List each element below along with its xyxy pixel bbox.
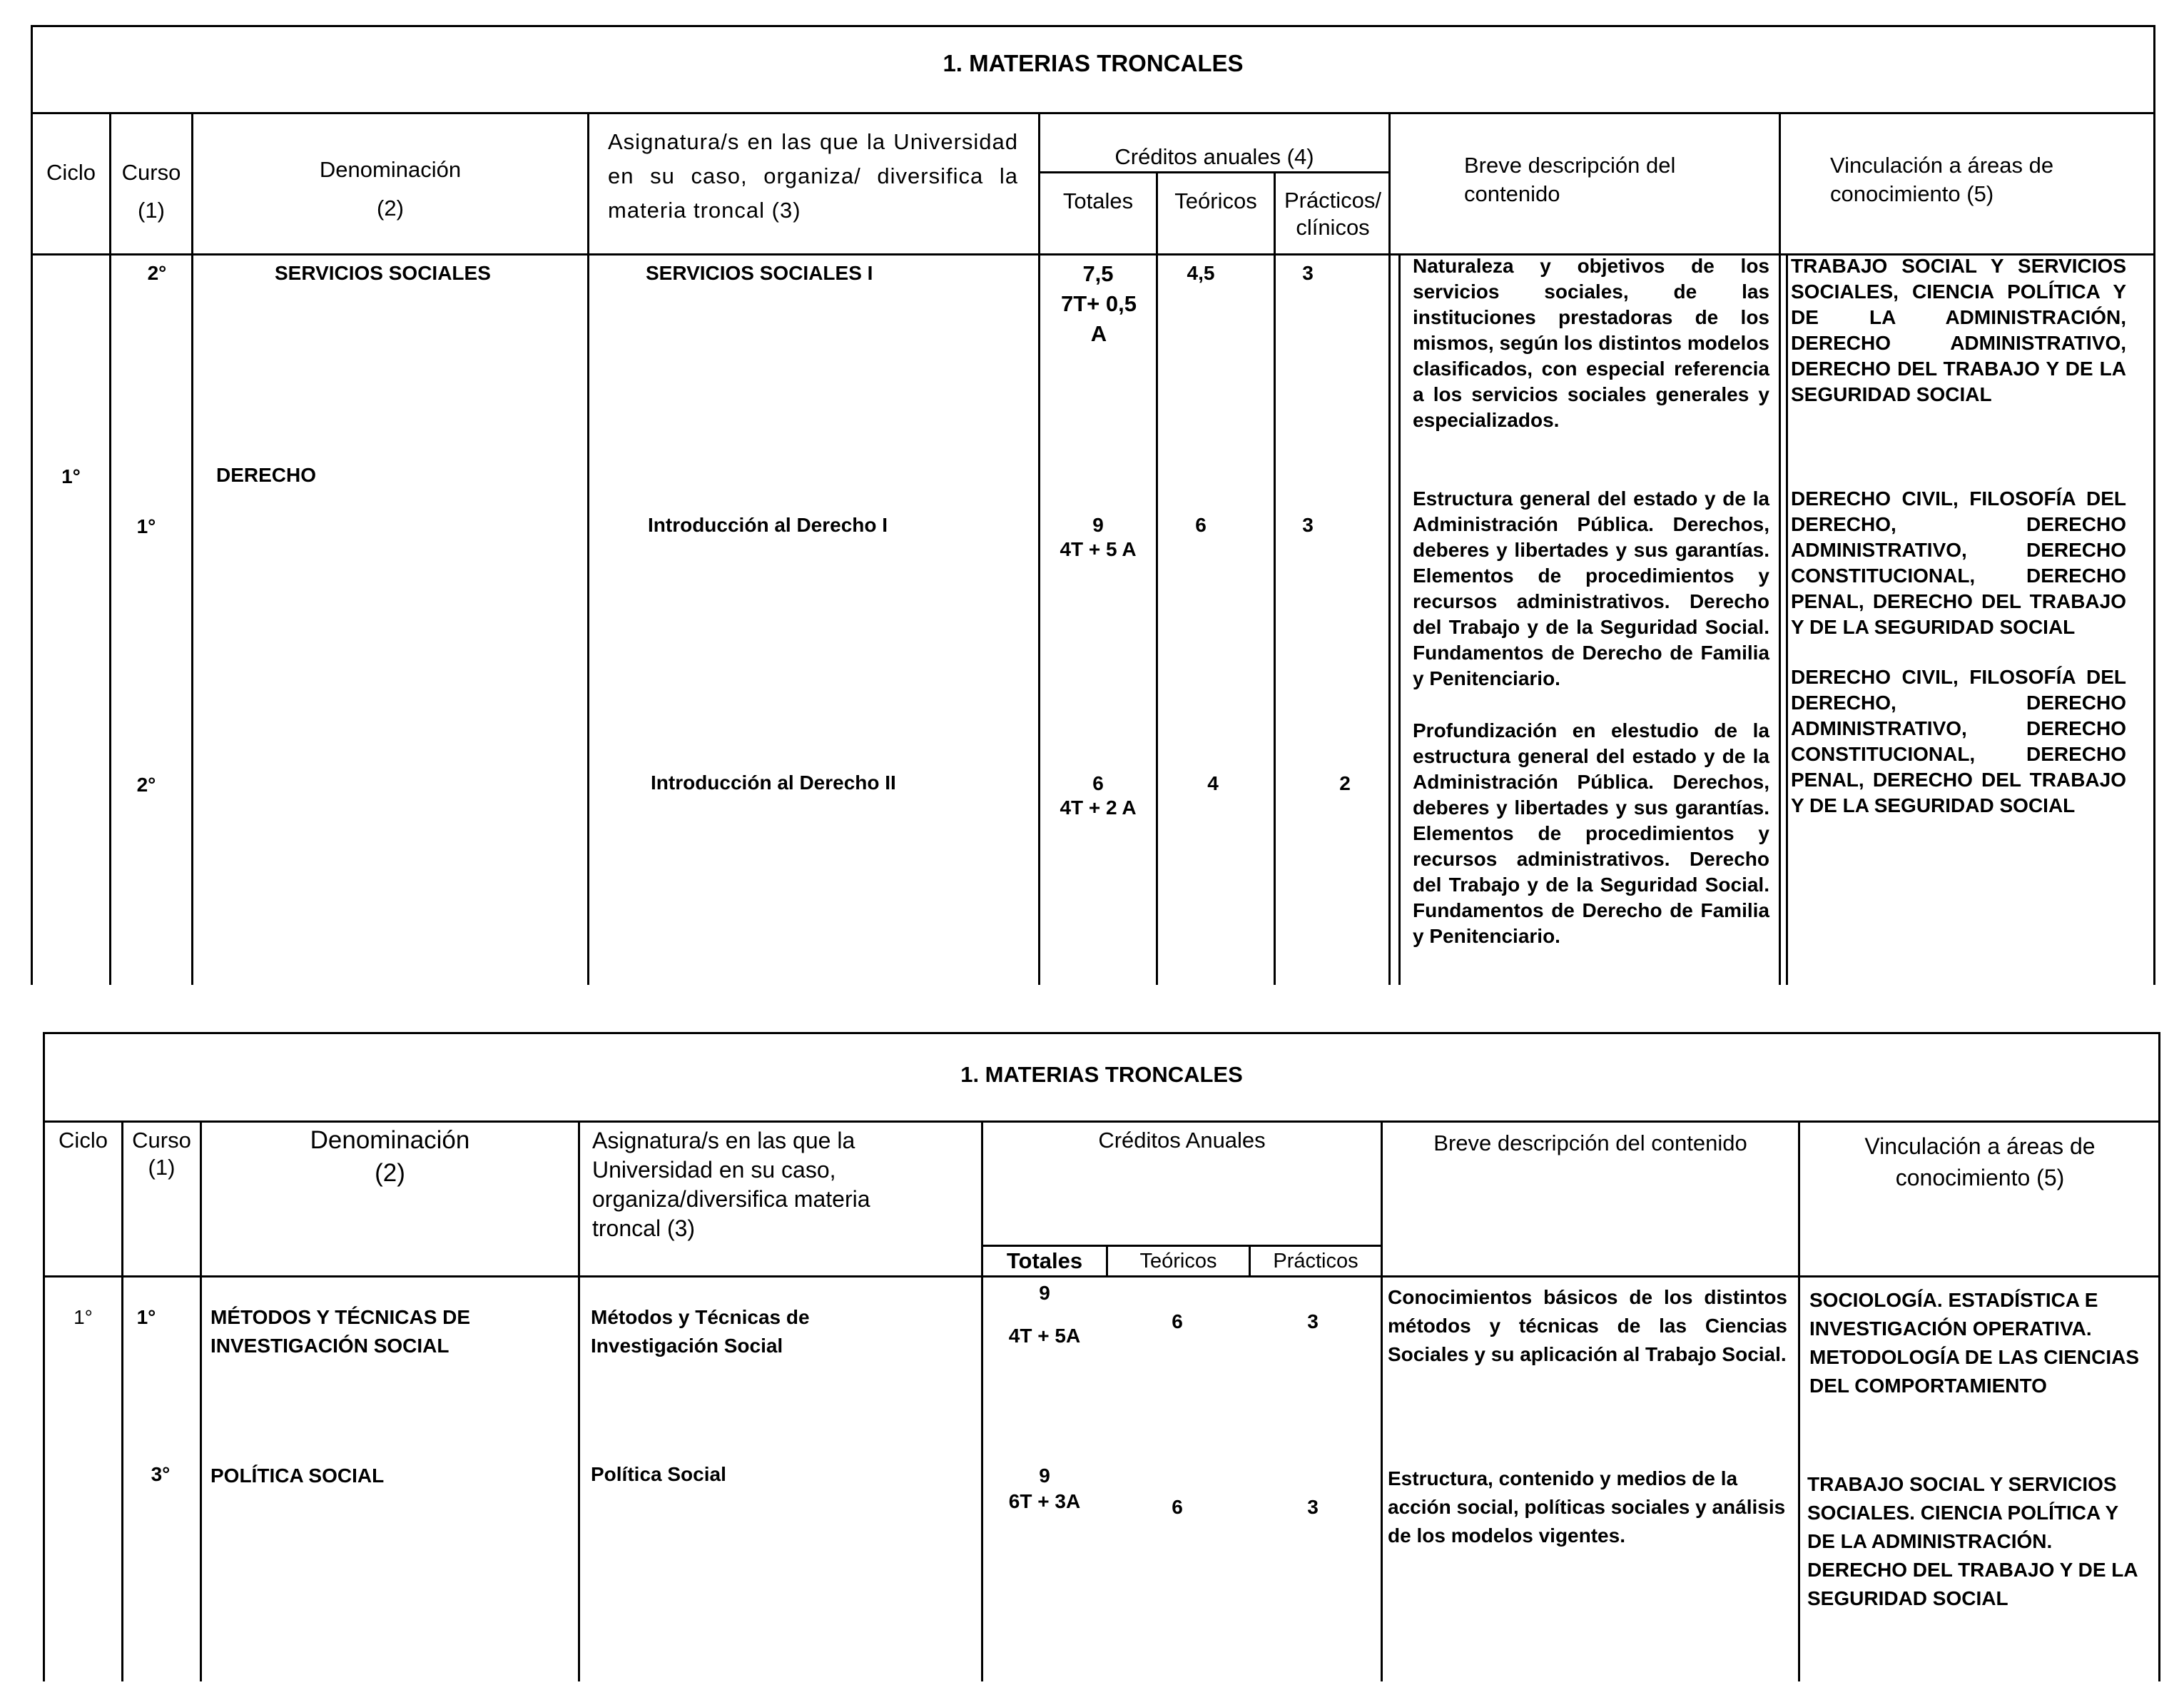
cell-teoricos: 4 [1207,772,1219,794]
cell-descripcion: Profundización en elestudio de la estructura general del estado y de la Administración Pública. Derechos, deberes y libertades y sus garantías. Elementos de procedimientos y recursos administrativos. Derecho del Trabajo y de la Seguridad Social. Fundamentos de Derecho de Familia y Penitenciario. [1413,719,1769,947]
cell-totales-detail: 4T + 5A [1008,1325,1081,1347]
table1-title-border [31,112,2155,114]
cell-vinculacion: DERECHO CIVIL, FILOSOFÍA DEL DERECHO, DERECHO ADMINISTRATIVO, DERECHO CONSTITUCIONAL, DERECHO PENAL, DERECHO DEL TRABAJO Y DE LA SEGURIDAD SOCIAL [1791,487,2126,638]
header-curso: Curso [132,1128,191,1153]
cell-denominacion: POLÍTICA SOCIAL [210,1464,385,1487]
cell-denominacion: DERECHO [216,464,317,486]
table2-right-border [2158,1032,2160,1681]
table2-col-divider [1381,1120,1383,1681]
cell-descripcion: Estructura general del estado y de la Administración Pública. Derechos, deberes y libertades y sus garantías. Elementos de procedimientos y recursos administrativos. Derecho del Trabajo y de la Seguridad Social. Fundamentos de Derecho de Familia y Penitenciario. [1413,487,1769,689]
cell-descripcion: Conocimientos básicos de los distintos métodos y técnicas de las Ciencias Sociales y su aplicación al Trabajo Social. [1388,1286,1787,1365]
cell-asignatura: SERVICIOS SOCIALES I [646,262,873,284]
header-vinculacion: Vinculación a áreas de conocimiento (5) [1830,153,2054,206]
header-teoricos: Teóricos [1174,188,1257,213]
cell-asignatura: Introducción al Derecho II [651,771,896,794]
cell-curso: 1° [136,1306,156,1328]
table-title: 1. MATERIAS TRONCALES [960,1062,1243,1087]
cell-totales: 7,5 [1082,261,1114,286]
cell-descripcion: Naturaleza y objetivos de los servicios sociales, de las instituciones prestadoras de los mismos, según los distintos modelos clasificados, con especial referencia a los servicios sociales generales y especializados. [1413,255,1769,431]
cell-asignatura: Introducción al Derecho I [648,514,888,536]
cell-ciclo: 1° [61,465,81,487]
header-denominacion: Denominación [319,157,462,182]
table1-col-divider [1274,171,1276,985]
table2-header-border [43,1275,2160,1278]
cell-vinculacion: DERECHO CIVIL, FILOSOFÍA DEL DERECHO, DERECHO ADMINISTRATIVO, DERECHO CONSTITUCIONAL, DERECHO PENAL, DERECHO DEL TRABAJO Y DE LA SEGURIDAD SOCIAL [1791,666,2126,816]
header-denominacion-note: (2) [377,196,404,221]
cell-curso: 1° [136,515,156,537]
cell-curso: 2° [147,262,167,284]
cell-teoricos: 6 [1195,514,1207,536]
cell-vinculacion: TRABAJO SOCIAL Y SERVICIOS SOCIALES. CIENCIA POLÍTICA Y DE LA ADMINISTRACIÓN. DERECHO DEL TRABAJO Y DE LA SEGURIDAD SOCIAL [1807,1473,2138,1609]
table-title: 1. MATERIAS TRONCALES [943,50,1244,76]
header-descripcion: Breve descripción del contenido [1433,1130,1747,1155]
table1-col-divider [1779,112,1781,985]
cell-totales-detail: 4T + 5 A [1060,538,1137,560]
table2-title-border [43,1120,2160,1123]
header-denominacion: Denominación [310,1126,470,1154]
cell-practicos: 3 [1302,262,1314,284]
cell-descripcion: Estructura, contenido y medios de la acción social, políticas sociales y análisis de los modelos vigentes. [1388,1467,1786,1547]
table1-creditos-divider [1038,171,1388,173]
header-asignaturas: Asignatura/s en las que la Universidad en su caso, organiza/ diversifica la materia troncal (3) [608,129,1018,223]
cell-totales-detail: 6T + 3A [1008,1490,1081,1512]
cell-denominacion: MÉTODOS Y TÉCNICAS DE INVESTIGACIÓN SOCIAL [210,1306,471,1357]
header-curso-note: (1) [138,198,165,223]
table1-col-divider [191,112,193,985]
table2-col-divider [121,1120,123,1681]
header-teoricos: Teóricos [1139,1250,1217,1273]
header-vinculacion: Vinculación a áreas de conocimiento (5) [1864,1133,2096,1190]
table1-col-divider [1388,112,1391,985]
table2-col-divider [1798,1120,1800,1681]
table1-col-divider [1156,171,1158,985]
header-practicos: Prácticos [1273,1250,1358,1273]
table1-col-divider [587,112,589,985]
header-ciclo: Ciclo [59,1128,108,1153]
header-denominacion-note: (2) [375,1159,405,1187]
header-asignaturas: Asignatura/s en las que la Universidad en su caso, organiza/diversifica materia troncal (3) [592,1128,870,1241]
cell-vinculacion: TRABAJO SOCIAL Y SERVICIOS SOCIALES, CIENCIA POLÍTICA Y DE LA ADMINISTRACIÓN, DERECHO ADMINISTRATIVO, DERECHO DEL TRABAJO Y DE LA SEGURIDAD SOCIAL [1791,255,2126,405]
cell-ciclo: 1° [73,1306,93,1328]
table2-col-divider [200,1120,202,1681]
table1-col-divider [1398,253,1401,985]
cell-curso: 2° [136,774,156,796]
table2-col-divider [578,1120,580,1681]
table1-col-divider [109,112,111,985]
cell-totales-detail: 4T + 2 A [1060,796,1137,819]
header-curso-note: (1) [148,1155,176,1180]
cell-vinculacion: SOCIOLOGÍA. ESTADÍSTICA E INVESTIGACIÓN OPERATIVA. METODOLOGÍA DE LAS CIENCIAS DEL COMPORTAMIENTO [1809,1289,2140,1397]
cell-practicos: 3 [1307,1310,1319,1332]
header-totales: Totales [1006,1248,1083,1273]
cell-practicos: 3 [1302,514,1314,536]
cell-asignatura: Política Social [591,1463,726,1485]
header-creditos: Créditos anuales (4) [1114,144,1314,169]
header-creditos: Créditos Anuales [1098,1128,1266,1153]
cell-curso: 3° [151,1463,171,1485]
header-curso: Curso [121,160,181,185]
header-totales: Totales [1062,188,1134,213]
table2-top-border [43,1032,2160,1034]
cell-asignatura: Métodos y Técnicas de Investigación Social [591,1306,810,1357]
cell-totales: 9 [1039,1464,1050,1487]
cell-teoricos: 4,5 [1187,262,1215,284]
cell-denominacion: SERVICIOS SOCIALES [275,262,491,284]
header-practicos: Prácticos/ clínicos [1284,188,1382,240]
cell-practicos: 3 [1307,1496,1319,1518]
table1-right-border [2153,25,2155,985]
header-ciclo: Ciclo [46,160,96,185]
cell-practicos: 2 [1339,772,1351,794]
cell-totales-detail: 7T+ 0,5 A [1061,291,1137,346]
header-descripcion: Breve descripción del contenido [1464,153,1676,206]
cell-totales: 9 [1092,514,1104,536]
cell-totales: 6 [1092,772,1104,794]
cell-totales: 9 [1039,1282,1050,1304]
table2-col-divider [981,1120,983,1681]
table1-top-border [31,25,2155,27]
cell-teoricos: 6 [1172,1496,1183,1518]
table1-col-divider [1786,253,1788,985]
cell-teoricos: 6 [1172,1310,1183,1332]
